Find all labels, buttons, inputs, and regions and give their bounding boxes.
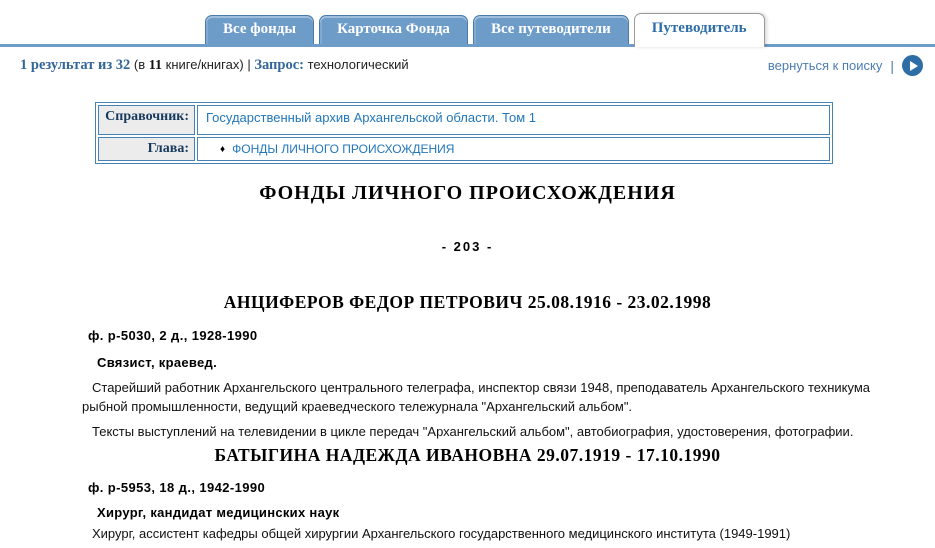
results-count: 1 результат из 32	[20, 57, 131, 73]
tab-all-guides[interactable]: Все путеводители	[473, 15, 629, 44]
profession: Хирург, кандидат медицинских наук	[97, 505, 340, 520]
diamond-bullet-icon: ♦	[220, 144, 226, 155]
tab-guide-active[interactable]: Путеводитель	[634, 13, 765, 47]
tab-bar	[0, 13, 935, 44]
fond-info: ф. р-5953, 18 д., 1942-1990	[88, 480, 266, 495]
entry-batygina	[0, 445, 935, 543]
page-number: - 203 -	[441, 239, 494, 254]
entry-paragraph: Хирург, ассистент кафедры общей хирургии Архангельского государственного медицинского института (1949-1991)	[92, 526, 791, 541]
tab-fond-card[interactable]: Карточка Фонда	[319, 15, 468, 44]
results-bar	[0, 47, 935, 88]
reference-row	[98, 105, 830, 135]
query-value: технологический	[307, 57, 409, 72]
results-books-prefix: (в	[133, 57, 146, 72]
back-separator: |	[890, 57, 894, 74]
entry-paragraph: Тексты выступлений на телевидении в цикле передач "Архангельский альбом", автобиография, удостоверения, фотографии.	[92, 424, 854, 439]
entry-heading: АНЦИФЕРОВ ФЕДОР ПЕТРОВИЧ 25.08.1916 - 23.02.1998	[223, 292, 712, 312]
results-actions	[768, 55, 923, 76]
query-label: Запрос:	[254, 57, 304, 73]
forward-button[interactable]	[902, 55, 923, 76]
chapter-label: Глава:	[98, 137, 195, 161]
entry-paragraph: Старейший работник Архангельского центрального телеграфа, инспектор связи 1948, преподаватель Архангельского техникума рыбной промышленности, ведущий краеведческого тележурнала "Архангельский альбом".	[82, 380, 871, 414]
reference-label: Справочник:	[98, 105, 195, 135]
results-books-count: 11	[148, 58, 162, 73]
tab-all-fonds[interactable]: Все фонды	[205, 15, 314, 44]
chapter-link[interactable]: ФОНДЫ ЛИЧНОГО ПРОИСХОЖДЕНИЯ	[232, 142, 455, 156]
back-to-search-link[interactable]: вернуться к поиску	[767, 58, 883, 73]
entry-heading: БАТЫГИНА НАДЕЖДА ИВАНОВНА 29.07.1919 - 17.10.1990	[214, 445, 721, 465]
document-title: ФОНДЫ ЛИЧНОГО ПРОИСХОЖДЕНИЯ	[259, 182, 676, 204]
results-books-suffix: книге/книгах)	[165, 57, 244, 72]
play-icon	[910, 61, 918, 71]
chapter-row	[98, 137, 830, 161]
profession: Связист, краевед.	[97, 355, 218, 370]
reference-value-link[interactable]: Государственный архив Архангельской области. Том 1	[206, 110, 536, 125]
fond-info: ф. р-5030, 2 д., 1928-1990	[88, 328, 258, 343]
results-summary	[20, 57, 409, 74]
results-separator: |	[247, 57, 251, 72]
entry-antsiferov	[0, 292, 935, 441]
reference-table	[95, 102, 833, 164]
